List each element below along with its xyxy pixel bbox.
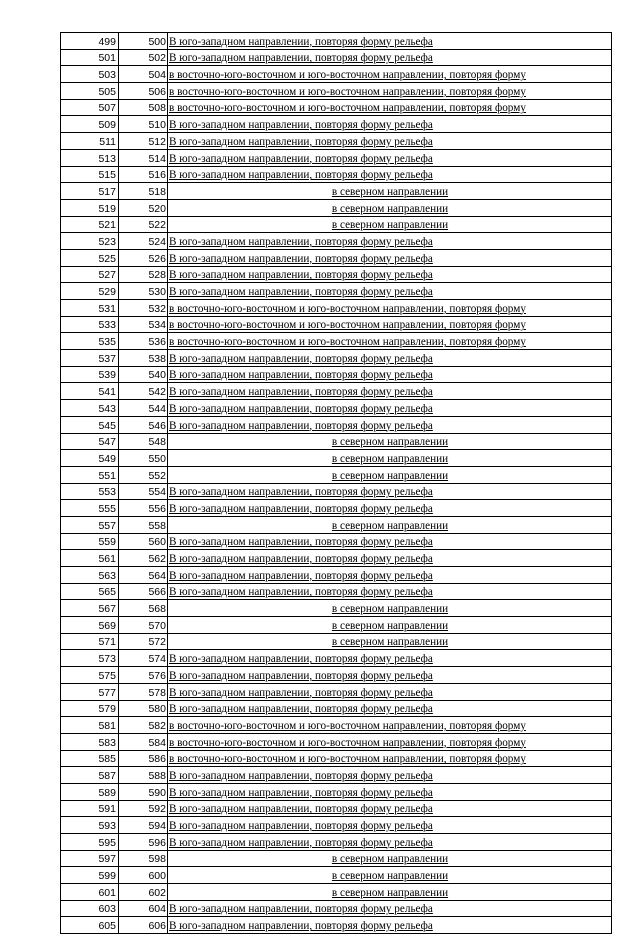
direction-description-cell: в восточно-юго-восточном и юго-восточном направлении, повторяя форму — [168, 333, 612, 350]
table-row — [61, 350, 612, 367]
direction-description-cell: в северном направлении — [168, 183, 612, 200]
table-row — [61, 366, 612, 383]
point-to-cell: 586 — [119, 750, 168, 767]
table-row — [61, 316, 612, 333]
direction-description-cell: в северном направлении — [168, 466, 612, 483]
point-from-cell: 597 — [61, 850, 119, 867]
table-row — [61, 800, 612, 817]
point-from-cell: 555 — [61, 500, 119, 517]
point-from-cell: 573 — [61, 650, 119, 667]
table-row — [61, 233, 612, 250]
point-to-cell: 606 — [119, 917, 168, 934]
direction-description-cell: В юго-западном направлении, повторяя форму рельефа — [168, 116, 612, 133]
table-row — [61, 116, 612, 133]
point-to-cell: 534 — [119, 316, 168, 333]
point-to-cell: 584 — [119, 733, 168, 750]
direction-description-cell: В юго-западном направлении, повторяя форму рельефа — [168, 233, 612, 250]
point-from-cell: 581 — [61, 717, 119, 734]
point-from-cell: 599 — [61, 867, 119, 884]
direction-description-cell: В юго-западном направлении, повторяя форму рельефа — [168, 917, 612, 934]
table-row — [61, 650, 612, 667]
table-row — [61, 216, 612, 233]
point-from-cell: 593 — [61, 817, 119, 834]
point-to-cell: 578 — [119, 683, 168, 700]
direction-description-cell: В юго-западном направлении, повторяя форму рельефа — [168, 283, 612, 300]
point-from-cell: 545 — [61, 416, 119, 433]
direction-description-cell: В юго-западном направлении, повторяя форму рельефа — [168, 133, 612, 150]
point-to-cell: 570 — [119, 617, 168, 634]
point-to-cell: 532 — [119, 300, 168, 317]
point-from-cell: 531 — [61, 300, 119, 317]
direction-description-cell: в восточно-юго-восточном и юго-восточном направлении, повторяя форму — [168, 717, 612, 734]
point-from-cell: 577 — [61, 683, 119, 700]
direction-description-cell: в северном направлении — [168, 884, 612, 901]
point-to-cell: 580 — [119, 700, 168, 717]
point-to-cell: 530 — [119, 283, 168, 300]
point-from-cell: 525 — [61, 249, 119, 266]
point-to-cell: 504 — [119, 66, 168, 83]
direction-description-cell: в восточно-юго-восточном и юго-восточном направлении, повторяя форму — [168, 66, 612, 83]
direction-description-cell: В юго-западном направлении, повторяя форму рельефа — [168, 366, 612, 383]
direction-description-cell: В юго-западном направлении, повторяя форму рельефа — [168, 783, 612, 800]
point-from-cell: 575 — [61, 667, 119, 684]
table-row — [61, 850, 612, 867]
direction-description-cell: В юго-западном направлении, повторяя форму рельефа — [168, 166, 612, 183]
point-from-cell: 533 — [61, 316, 119, 333]
table-row — [61, 416, 612, 433]
point-to-cell: 550 — [119, 450, 168, 467]
point-to-cell: 540 — [119, 366, 168, 383]
point-to-cell: 562 — [119, 550, 168, 567]
direction-description-cell: В юго-западном направлении, повторяя форму рельефа — [168, 667, 612, 684]
direction-description-cell: в северном направлении — [168, 216, 612, 233]
table-row — [61, 383, 612, 400]
table-row — [61, 733, 612, 750]
point-to-cell: 538 — [119, 350, 168, 367]
point-from-cell: 501 — [61, 49, 119, 66]
point-to-cell: 596 — [119, 834, 168, 851]
point-from-cell: 561 — [61, 550, 119, 567]
direction-description-cell: В юго-западном направлении, повторяя форму рельефа — [168, 249, 612, 266]
point-from-cell: 579 — [61, 700, 119, 717]
table-row — [61, 433, 612, 450]
direction-description-cell: в северном направлении — [168, 633, 612, 650]
table-row — [61, 266, 612, 283]
point-from-cell: 537 — [61, 350, 119, 367]
direction-description-cell: В юго-западном направлении, повторяя форму рельефа — [168, 683, 612, 700]
point-to-cell: 556 — [119, 500, 168, 517]
table-row — [61, 917, 612, 934]
table-row — [61, 633, 612, 650]
point-from-cell: 591 — [61, 800, 119, 817]
direction-description-cell: В юго-западном направлении, повторяя форму рельефа — [168, 767, 612, 784]
point-from-cell: 539 — [61, 366, 119, 383]
point-to-cell: 598 — [119, 850, 168, 867]
direction-description-cell: В юго-западном направлении, повторяя форму рельефа — [168, 817, 612, 834]
table-body — [61, 33, 612, 934]
table-row — [61, 199, 612, 216]
table-row — [61, 166, 612, 183]
point-from-cell: 603 — [61, 900, 119, 917]
point-from-cell: 515 — [61, 166, 119, 183]
table-row — [61, 834, 612, 851]
direction-description-cell: В юго-западном направлении, повторяя форму рельефа — [168, 800, 612, 817]
direction-description-cell: В юго-западном направлении, повторяя форму рельефа — [168, 500, 612, 517]
direction-description-cell: В юго-западном направлении, повторяя форму рельефа — [168, 700, 612, 717]
table-row — [61, 83, 612, 100]
direction-description-cell: в северном направлении — [168, 867, 612, 884]
point-from-cell: 543 — [61, 400, 119, 417]
direction-description-cell: В юго-западном направлении, повторяя форму рельефа — [168, 383, 612, 400]
direction-description-cell: в северном направлении — [168, 450, 612, 467]
point-from-cell: 559 — [61, 533, 119, 550]
point-to-cell: 522 — [119, 216, 168, 233]
table-row — [61, 466, 612, 483]
table-row — [61, 767, 612, 784]
direction-description-cell: В юго-западном направлении, повторяя форму рельефа — [168, 149, 612, 166]
point-from-cell: 521 — [61, 216, 119, 233]
table-row — [61, 49, 612, 66]
direction-description-cell: в восточно-юго-восточном и юго-восточном направлении, повторяя форму — [168, 99, 612, 116]
table-row — [61, 483, 612, 500]
table-row — [61, 550, 612, 567]
point-to-cell: 554 — [119, 483, 168, 500]
point-to-cell: 592 — [119, 800, 168, 817]
point-from-cell: 503 — [61, 66, 119, 83]
direction-description-cell: В юго-западном направлении, повторяя форму рельефа — [168, 533, 612, 550]
table-row — [61, 300, 612, 317]
point-from-cell: 507 — [61, 99, 119, 116]
point-from-cell: 553 — [61, 483, 119, 500]
table-row — [61, 567, 612, 584]
point-to-cell: 594 — [119, 817, 168, 834]
table-row — [61, 750, 612, 767]
point-from-cell: 505 — [61, 83, 119, 100]
point-to-cell: 572 — [119, 633, 168, 650]
table-row — [61, 817, 612, 834]
direction-description-cell: В юго-западном направлении, повторяя форму рельефа — [168, 33, 612, 50]
table-row — [61, 333, 612, 350]
direction-description-cell: В юго-западном направлении, повторяя форму рельефа — [168, 900, 612, 917]
direction-description-cell: В юго-западном направлении, повторяя форму рельефа — [168, 266, 612, 283]
point-to-cell: 502 — [119, 49, 168, 66]
table-row — [61, 99, 612, 116]
point-to-cell: 544 — [119, 400, 168, 417]
point-from-cell: 565 — [61, 583, 119, 600]
point-from-cell: 517 — [61, 183, 119, 200]
point-to-cell: 518 — [119, 183, 168, 200]
direction-description-cell: В юго-западном направлении, повторяя форму рельефа — [168, 550, 612, 567]
table-row — [61, 533, 612, 550]
table-row — [61, 33, 612, 50]
point-from-cell: 587 — [61, 767, 119, 784]
point-from-cell: 571 — [61, 633, 119, 650]
table-row — [61, 717, 612, 734]
point-to-cell: 560 — [119, 533, 168, 550]
point-from-cell: 513 — [61, 149, 119, 166]
table-row — [61, 183, 612, 200]
point-to-cell: 548 — [119, 433, 168, 450]
direction-description-cell: В юго-западном направлении, повторяя форму рельефа — [168, 400, 612, 417]
point-from-cell: 601 — [61, 884, 119, 901]
point-from-cell: 499 — [61, 33, 119, 50]
boundary-points-table — [60, 32, 612, 934]
direction-description-cell: В юго-западном направлении, повторяя форму рельефа — [168, 350, 612, 367]
table-row — [61, 700, 612, 717]
direction-description-cell: в северном направлении — [168, 600, 612, 617]
point-from-cell: 547 — [61, 433, 119, 450]
point-from-cell: 585 — [61, 750, 119, 767]
direction-description-cell: в северном направлении — [168, 199, 612, 216]
point-to-cell: 524 — [119, 233, 168, 250]
point-from-cell: 549 — [61, 450, 119, 467]
direction-description-cell: В юго-западном направлении, повторяя форму рельефа — [168, 416, 612, 433]
point-to-cell: 528 — [119, 266, 168, 283]
table-row — [61, 617, 612, 634]
point-to-cell: 500 — [119, 33, 168, 50]
point-from-cell: 527 — [61, 266, 119, 283]
point-to-cell: 520 — [119, 199, 168, 216]
direction-description-cell: В юго-западном направлении, повторяя форму рельефа — [168, 650, 612, 667]
direction-description-cell: В юго-западном направлении, повторяя форму рельефа — [168, 583, 612, 600]
direction-description-cell: В юго-западном направлении, повторяя форму рельефа — [168, 483, 612, 500]
point-to-cell: 552 — [119, 466, 168, 483]
point-from-cell: 567 — [61, 600, 119, 617]
table-row — [61, 783, 612, 800]
direction-description-cell: в восточно-юго-восточном и юго-восточном направлении, повторяя форму — [168, 750, 612, 767]
direction-description-cell: В юго-западном направлении, повторяя форму рельефа — [168, 49, 612, 66]
point-from-cell: 557 — [61, 516, 119, 533]
table-row — [61, 867, 612, 884]
table-row — [61, 400, 612, 417]
direction-description-cell: в восточно-юго-восточном и юго-восточном направлении, повторяя форму — [168, 316, 612, 333]
direction-description-cell: в северном направлении — [168, 516, 612, 533]
table-row — [61, 249, 612, 266]
point-to-cell: 564 — [119, 567, 168, 584]
point-to-cell: 512 — [119, 133, 168, 150]
direction-description-cell: в восточно-юго-восточном и юго-восточном направлении, повторяя форму — [168, 83, 612, 100]
point-from-cell: 535 — [61, 333, 119, 350]
point-to-cell: 582 — [119, 717, 168, 734]
point-from-cell: 541 — [61, 383, 119, 400]
point-to-cell: 558 — [119, 516, 168, 533]
table-row — [61, 149, 612, 166]
point-to-cell: 526 — [119, 249, 168, 266]
table-row — [61, 583, 612, 600]
point-from-cell: 523 — [61, 233, 119, 250]
point-to-cell: 514 — [119, 149, 168, 166]
table-row — [61, 683, 612, 700]
point-from-cell: 595 — [61, 834, 119, 851]
direction-description-cell: в северном направлении — [168, 850, 612, 867]
point-from-cell: 529 — [61, 283, 119, 300]
point-to-cell: 588 — [119, 767, 168, 784]
point-from-cell: 563 — [61, 567, 119, 584]
table-row — [61, 66, 612, 83]
point-to-cell: 602 — [119, 884, 168, 901]
direction-description-cell: в северном направлении — [168, 617, 612, 634]
point-to-cell: 576 — [119, 667, 168, 684]
point-to-cell: 516 — [119, 166, 168, 183]
table-row — [61, 600, 612, 617]
point-from-cell: 551 — [61, 466, 119, 483]
point-from-cell: 509 — [61, 116, 119, 133]
point-to-cell: 604 — [119, 900, 168, 917]
point-from-cell: 583 — [61, 733, 119, 750]
table-row — [61, 133, 612, 150]
table-row — [61, 884, 612, 901]
point-to-cell: 566 — [119, 583, 168, 600]
point-to-cell: 568 — [119, 600, 168, 617]
point-to-cell: 574 — [119, 650, 168, 667]
point-from-cell: 519 — [61, 199, 119, 216]
table-row — [61, 900, 612, 917]
point-to-cell: 506 — [119, 83, 168, 100]
point-to-cell: 546 — [119, 416, 168, 433]
point-from-cell: 569 — [61, 617, 119, 634]
point-to-cell: 508 — [119, 99, 168, 116]
table-row — [61, 283, 612, 300]
direction-description-cell: в восточно-юго-восточном и юго-восточном направлении, повторяя форму — [168, 733, 612, 750]
direction-description-cell: В юго-западном направлении, повторяя форму рельефа — [168, 834, 612, 851]
point-to-cell: 510 — [119, 116, 168, 133]
point-from-cell: 589 — [61, 783, 119, 800]
direction-description-cell: В юго-западном направлении, повторяя форму рельефа — [168, 567, 612, 584]
table-row — [61, 667, 612, 684]
table-row — [61, 516, 612, 533]
point-from-cell: 605 — [61, 917, 119, 934]
point-to-cell: 600 — [119, 867, 168, 884]
point-from-cell: 511 — [61, 133, 119, 150]
table-row — [61, 450, 612, 467]
point-to-cell: 590 — [119, 783, 168, 800]
direction-description-cell: в северном направлении — [168, 433, 612, 450]
point-to-cell: 536 — [119, 333, 168, 350]
direction-description-cell: в восточно-юго-восточном и юго-восточном направлении, повторяя форму — [168, 300, 612, 317]
point-to-cell: 542 — [119, 383, 168, 400]
table-row — [61, 500, 612, 517]
